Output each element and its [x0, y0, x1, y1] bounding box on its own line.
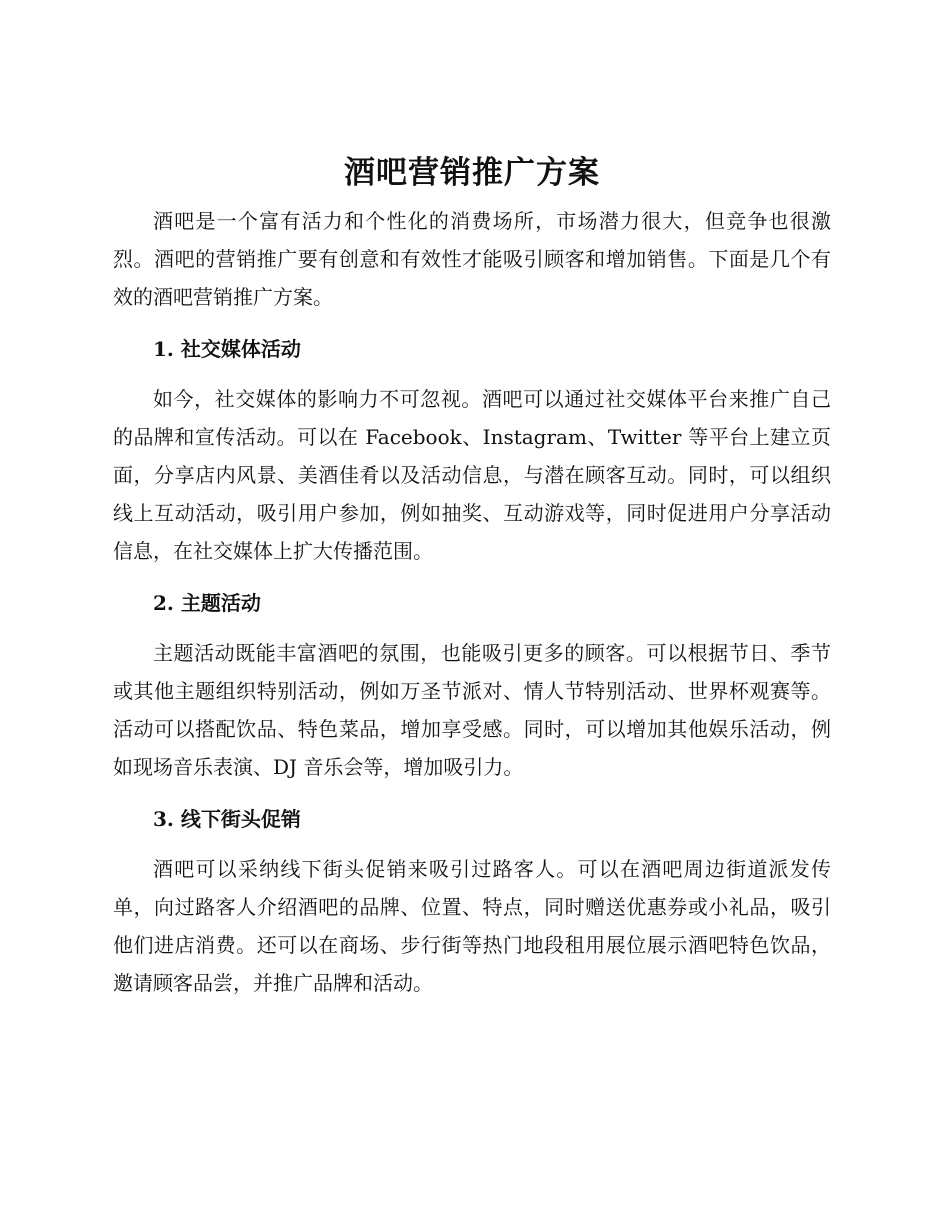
section-body: 酒吧可以采纳线下街头促销来吸引过路客人。可以在酒吧周边街道派发传单，向过路客人介绍酒吧的品牌、位置、特点，同时赠送优惠券或小礼品，吸引他们进店消费。还可以在商场、步行街等热门地段租用展位展示酒吧特色饮品，邀请顾客品尝，并推广品牌和活动。: [113, 857, 831, 995]
document-title: 酒吧营销推广方案: [344, 155, 600, 191]
section-body: 如今，社交媒体的影响力不可忽视。酒吧可以通过社交媒体平台来推广自己的品牌和宣传活动。可以在 Facebook、Instagram、Twitter 等平台上建立页面，分享店内风景、美酒佳肴以及活动信息，与潜在顾客互动。同时，可以组织线上互动活动，吸引用户参加，例如抽奖、互动游戏等，同时促进用户分享活动信息，在社交媒体上扩大传播范围。: [113, 387, 831, 563]
section-heading: 2. 主题活动: [153, 591, 261, 615]
section-social-media: [113, 330, 831, 570]
section-body: 主题活动既能丰富酒吧的氛围，也能吸引更多的顾客。可以根据节日、季节或其他主题组织特别活动，例如万圣节派对、情人节特别活动、世界杯观赛等。活动可以搭配饮品、特色菜品，增加享受感。同时，可以增加其他娱乐活动，例如现场音乐表演、DJ 音乐会等，增加吸引力。: [113, 641, 831, 779]
section-heading: 3. 线下街头促销: [153, 807, 301, 831]
section-street-promotion: [113, 800, 831, 1002]
document-page: [113, 148, 831, 1002]
intro-paragraph: 酒吧是一个富有活力和个性化的消费场所，市场潜力很大，但竞争也很激烈。酒吧的营销推广要有创意和有效性才能吸引顾客和增加销售。下面是几个有效的酒吧营销推广方案。: [113, 209, 831, 309]
section-theme-events: [113, 584, 831, 786]
section-heading: 1. 社交媒体活动: [153, 337, 301, 361]
